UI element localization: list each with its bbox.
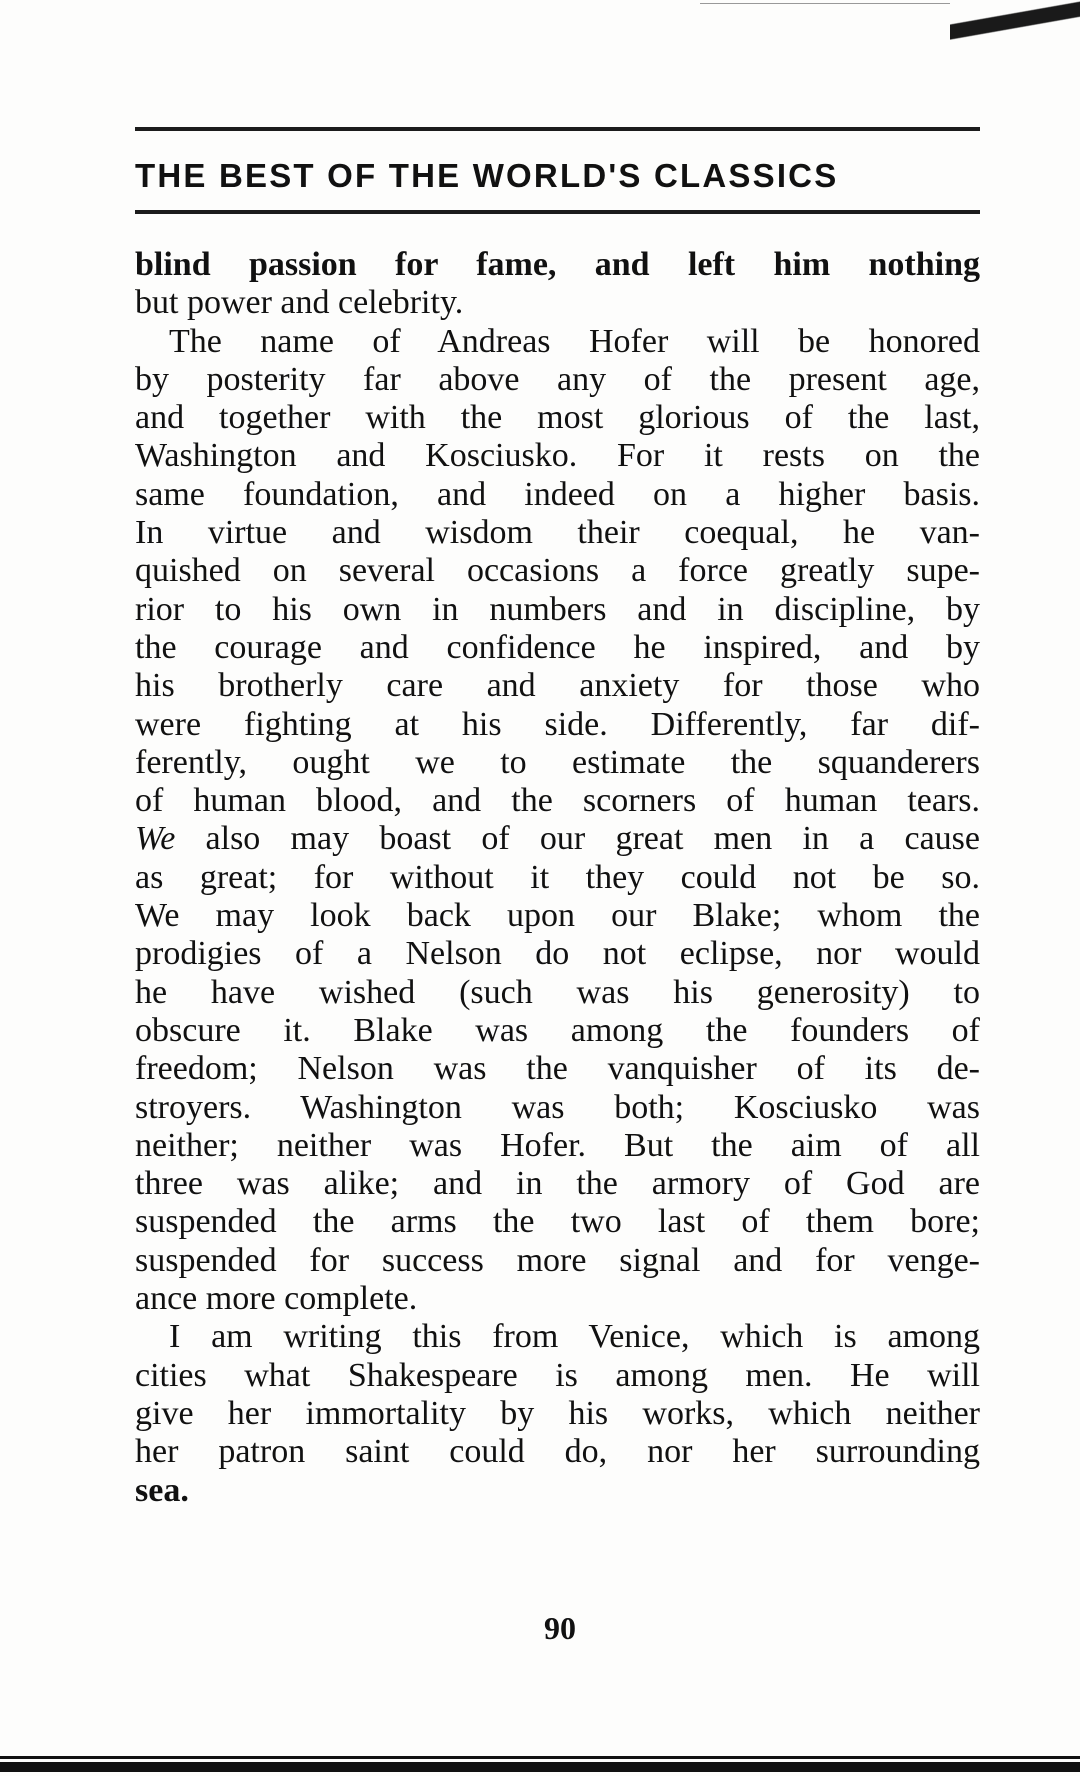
- text-line: [135, 361, 980, 399]
- scan-corner-mark: [950, 0, 1080, 40]
- text-line: [135, 629, 980, 667]
- text-segment: sea.: [135, 1471, 189, 1509]
- text-line: [135, 1280, 980, 1318]
- text-segment: but power and celebrity.: [135, 284, 464, 322]
- text-line: [135, 246, 980, 284]
- text-line: [135, 859, 980, 897]
- text-line: [135, 1127, 980, 1165]
- text-segment: We: [135, 820, 176, 858]
- text-segment: I am writing this from Venice, which is among: [169, 1318, 980, 1356]
- bottom-rule-thick: [0, 1762, 1080, 1772]
- text-line: [135, 399, 980, 437]
- text-line: [135, 1050, 980, 1088]
- text-line: [135, 782, 980, 820]
- text-line: [135, 1433, 980, 1471]
- text-segment: suspended for success more signal and for venge-: [135, 1241, 980, 1279]
- text-segment: blind passion for fame, and left him nothing: [135, 246, 980, 283]
- text-line: [135, 1012, 980, 1050]
- text-segment: her patron saint could do, nor her surrounding: [135, 1433, 980, 1471]
- text-line: [135, 1318, 980, 1356]
- text-line: [135, 591, 980, 629]
- text-line: [135, 437, 980, 475]
- text-line: [135, 706, 980, 744]
- text-line: [135, 667, 980, 705]
- text-segment: he have wished (such was his generosity) to: [135, 973, 980, 1011]
- text-line: [135, 974, 980, 1012]
- text-segment: also may boast of our great men in a cause: [175, 820, 980, 858]
- text-segment: Washington and Kosciusko. For it rests on the: [135, 437, 980, 475]
- text-line: [135, 1089, 980, 1127]
- text-segment: The name of Andreas Hofer will be honored: [169, 322, 980, 360]
- running-head: THE BEST OF THE WORLD'S CLASSICS: [135, 157, 839, 194]
- text-segment: the courage and confidence he inspired, and by: [135, 628, 980, 666]
- text-line: [135, 1165, 980, 1203]
- text-segment: rior to his own in numbers and in discipline, by: [135, 590, 980, 628]
- text-segment: In virtue and wisdom their coequal, he van-: [135, 514, 980, 552]
- text-segment: neither; neither was Hofer. But the aim of all: [135, 1126, 980, 1164]
- text-segment: stroyers. Washington was both; Kosciusko was: [135, 1088, 980, 1126]
- text-segment: ferently, ought we to estimate the squanderers: [135, 743, 980, 781]
- text-line: [135, 744, 980, 782]
- text-segment: freedom; Nelson was the vanquisher of its de-: [135, 1050, 980, 1088]
- text-segment: and together with the most glorious of the last,: [135, 399, 980, 437]
- body-text: [135, 246, 980, 1510]
- text-segment: of human blood, and the scorners of human tears.: [135, 782, 980, 820]
- text-segment: obscure it. Blake was among the founders of: [135, 1011, 980, 1049]
- scan-edge-line: [700, 3, 950, 4]
- text-line: [135, 1357, 980, 1395]
- text-line: [135, 514, 980, 552]
- header-rule-bottom: [135, 210, 980, 214]
- header-rule-top: [135, 127, 980, 131]
- text-line: [135, 1203, 980, 1241]
- text-line: [135, 323, 980, 361]
- text-segment: by posterity far above any of the present age,: [135, 360, 980, 398]
- text-line: [135, 552, 980, 590]
- text-line: [135, 1395, 980, 1433]
- page-number: 90: [544, 1610, 576, 1646]
- text-line: [135, 284, 980, 322]
- text-segment: suspended the arms the two last of them bore;: [135, 1203, 980, 1241]
- text-segment: were fighting at his side. Differently, far dif-: [135, 705, 980, 743]
- text-segment: We may look back upon our Blake; whom the: [135, 897, 980, 935]
- bottom-rule-thin: [0, 1756, 1080, 1759]
- text-line: [135, 476, 980, 514]
- text-line: [135, 1472, 980, 1510]
- text-line: [135, 1242, 980, 1280]
- text-segment: same foundation, and indeed on a higher basis.: [135, 475, 980, 513]
- text-line: [135, 820, 980, 858]
- text-segment: ance more complete.: [135, 1280, 418, 1318]
- text-segment: as great; for without it they could not be so.: [135, 858, 980, 896]
- text-segment: give her immortality by his works, which neither: [135, 1394, 980, 1432]
- text-segment: three was alike; and in the armory of God are: [135, 1165, 980, 1203]
- text-line: [135, 897, 980, 935]
- text-line: [135, 935, 980, 973]
- text-segment: quished on several occasions a force greatly supe-: [135, 552, 980, 590]
- text-segment: his brotherly care and anxiety for those who: [135, 667, 980, 705]
- text-segment: cities what Shakespeare is among men. He will: [135, 1356, 980, 1394]
- text-segment: prodigies of a Nelson do not eclipse, nor would: [135, 935, 980, 973]
